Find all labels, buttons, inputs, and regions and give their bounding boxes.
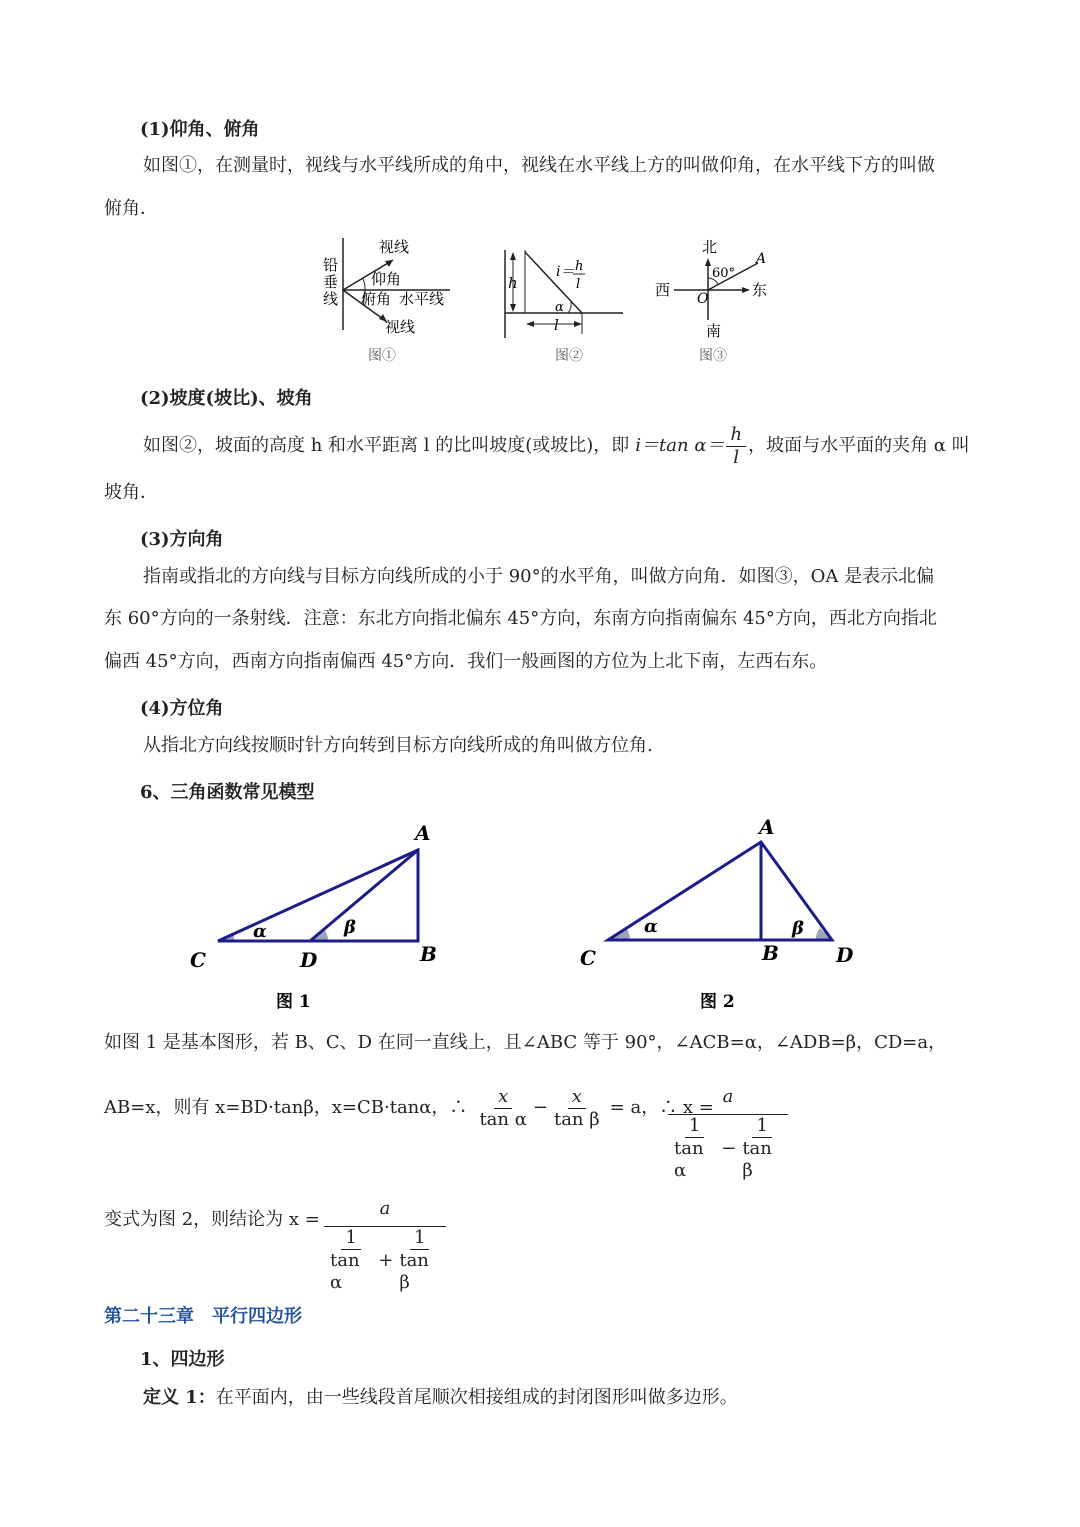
text2-lead: 变式为图 2，则结论为 x =: [104, 1209, 320, 1230]
text2-res-one-a: 1: [341, 1227, 360, 1250]
figure-3: [652, 232, 782, 367]
text1-result-num: a: [668, 1080, 788, 1115]
text1-res-tana: tan α: [674, 1138, 704, 1181]
sec2-line1: [143, 423, 970, 469]
definition-text: 在平面内，由一些线段首尾顺次相接组成的封闭图形叫做多边形。: [215, 1387, 738, 1408]
sec1-line2: 俯角．: [104, 198, 158, 219]
text1-res-tanb: tan β: [742, 1138, 772, 1181]
sec2-frac-l: l: [733, 446, 740, 468]
fig1-elevation: 仰角: [371, 270, 402, 288]
text1-res-one-b: 1: [752, 1115, 771, 1138]
text2-res-frac-b: [395, 1227, 444, 1294]
text2-res-tanb: tan β: [399, 1250, 429, 1293]
tri2-label-c: C: [580, 946, 596, 970]
sec3-line2: 东 60°方向的一条射线．注意：东北方向指北偏东 45°方向，东南方向指南偏东 45°方向，西北方向指北: [104, 608, 937, 629]
fig3-point-a: A: [756, 251, 767, 267]
sec3-line1: 指南或指北的方向线与目标方向线所成的小于 90°的水平角，叫做方向角．如图③，OA 是表示北偏: [143, 566, 935, 587]
sec2-fraction: [726, 424, 746, 469]
fig3-south: 南: [706, 322, 722, 340]
fig2-l-label: l: [554, 316, 559, 334]
text1-frac2-den: tan β: [553, 1108, 600, 1130]
definition-label: 定义 1：: [143, 1387, 216, 1408]
text1-result-fraction: [668, 1080, 788, 1182]
text1-frac-2: [550, 1086, 604, 1131]
sec3-title: (3)方向角: [140, 529, 224, 550]
text2-res-plus: +: [378, 1250, 394, 1271]
tri2-label-b: B: [762, 941, 779, 965]
fig2-alpha: α: [555, 300, 564, 315]
text1-res-frac-a: [670, 1115, 719, 1182]
sec4-title: (4)方位角: [140, 698, 224, 719]
sec2-line1-b: ，坡面与水平面的夹角 α 叫: [748, 435, 970, 456]
fig3-point-o: O: [697, 291, 709, 307]
text1-result-den: [668, 1115, 788, 1182]
triangle-figure-2: [570, 810, 870, 1015]
sec3-line3: 偏西 45°方向，西南方向指南偏西 45°方向．我们一般画图的方位为上北下南，左西右东。: [104, 651, 828, 672]
fig3-north: 北: [702, 238, 718, 256]
tri1-label-d: D: [300, 948, 318, 972]
tri1-label-b: B: [420, 942, 437, 966]
text1-line2-a: AB=x，则有 x=BD·tanβ，x=CB·tanα，∴: [104, 1097, 468, 1118]
text1-res-frac-b: [738, 1115, 786, 1182]
chapter-title: 第二十三章 平行四边形: [104, 1306, 302, 1327]
fig2-i-eq: i＝: [556, 264, 575, 280]
tri1-label-c: C: [190, 948, 206, 972]
sec2-frac-h: h: [726, 424, 746, 447]
figure-1: [315, 232, 465, 367]
tri2-alpha: α: [644, 916, 658, 937]
triangle-figure-1: [180, 815, 450, 1015]
text2-res-one-b: 1: [410, 1227, 429, 1250]
text1-minus: −: [532, 1097, 548, 1118]
text1-frac1-num: x: [494, 1086, 512, 1109]
tri2-label-d: D: [836, 943, 854, 967]
figure-2: [495, 240, 630, 367]
text1-line1: 如图 1 是基本图形，若 B、C、D 在同一直线上，且∠ABC 等于 90°，∠ACB=α，∠ADB=β，CD=a，: [104, 1032, 947, 1053]
fig1-vlabel-2: 垂: [323, 273, 339, 291]
fig1-vlabel-1: 铅: [323, 256, 339, 274]
fig1-depression: 俯角: [361, 290, 392, 308]
fig2-frac-h: h: [575, 259, 584, 274]
fig3-west: 西: [655, 281, 671, 299]
tri1-alpha: α: [253, 921, 267, 942]
tri1-label-a: A: [415, 821, 431, 845]
tri2-beta: β: [792, 918, 804, 939]
text1-frac1-den: tan α: [479, 1108, 527, 1130]
sec4-line1: 从指北方向线按顺时针方向转到目标方向线所成的角叫做方位角.: [143, 735, 653, 756]
tri1-beta: β: [344, 917, 356, 938]
fig1-vlabel-3: 线: [323, 290, 339, 308]
sec2-line1-a: 如图②，坡面的高度 h 和水平距离 l 的比叫坡度(或坡比)，即: [143, 435, 630, 456]
fig2-h-label: h: [508, 274, 518, 292]
fig3-caption: 图③: [699, 348, 727, 364]
quad-title: 1、四边形: [140, 1349, 225, 1370]
sec2-line2: 坡角．: [104, 482, 158, 503]
text1-eq: = a，∴ x =: [609, 1097, 714, 1118]
text2-res-tana: tan α: [330, 1250, 360, 1293]
fig1-sight-down: 视线: [385, 318, 416, 336]
sec6-title: 6、三角函数常见模型: [140, 782, 315, 803]
text1-frac2-num: x: [568, 1086, 586, 1109]
text1-frac-1: [475, 1086, 530, 1131]
text1-line2: [104, 1082, 714, 1134]
text2-result-num: a: [324, 1192, 446, 1227]
fig2-caption: 图②: [555, 348, 583, 364]
sec2-i-eq: i＝tan α＝: [635, 435, 725, 456]
definition-1: [143, 1388, 738, 1408]
tri1-caption: 图 1: [276, 992, 311, 1012]
tri2-label-a: A: [759, 815, 775, 839]
sec1-line1: 如图①，在测量时，视线与水平线所成的角中，视线在水平线上方的叫做仰角，在水平线下方的叫做: [143, 155, 935, 176]
sec1-title: (1)仰角、俯角: [140, 119, 260, 140]
fig3-east: 东: [752, 281, 768, 299]
fig1-caption: 图①: [368, 348, 396, 364]
fig3-angle: 60°: [712, 266, 736, 281]
text2-res-frac-a: [326, 1227, 376, 1294]
text2-result-den: [324, 1227, 446, 1294]
fig1-sight-up: 视线: [379, 238, 410, 256]
text2-result-fraction: [324, 1192, 446, 1294]
sec2-title: (2)坡度(坡比)、坡角: [140, 388, 313, 409]
fig1-horizontal: 水平线: [399, 290, 445, 308]
text1-res-one-a: 1: [685, 1115, 704, 1138]
text1-res-minus: −: [721, 1138, 737, 1159]
fig2-frac-l: l: [576, 277, 581, 292]
tri2-caption: 图 2: [700, 992, 735, 1012]
